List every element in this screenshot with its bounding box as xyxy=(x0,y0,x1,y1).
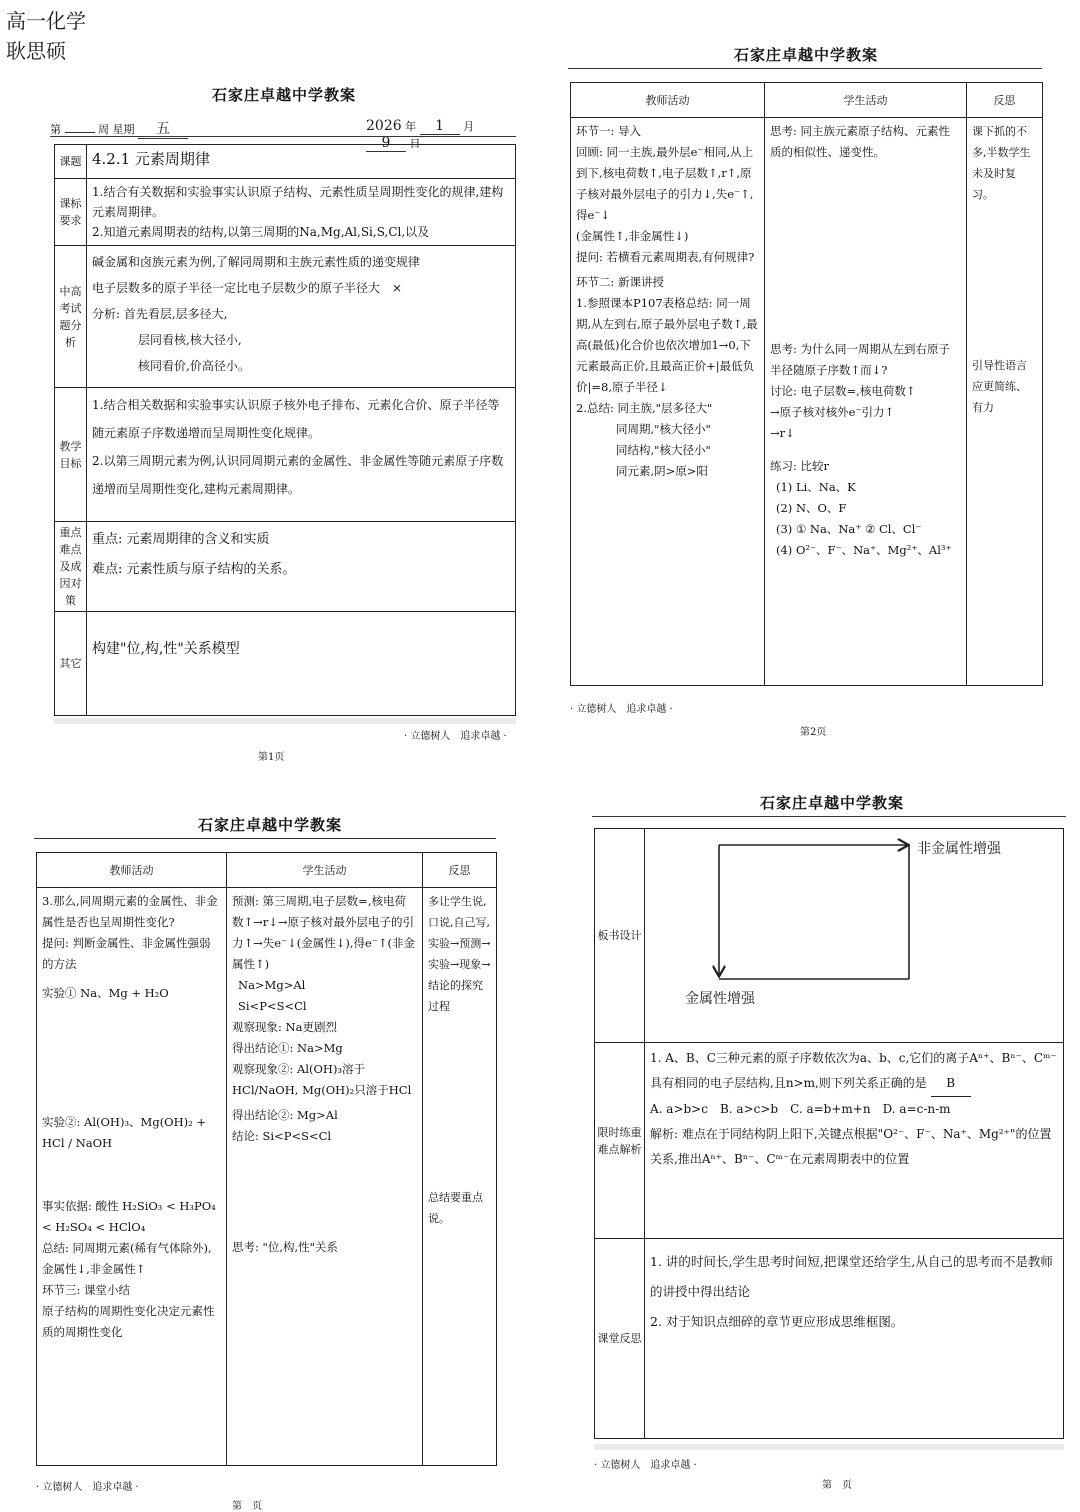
row-label: 重点难点及成因对策 xyxy=(55,522,87,612)
row-key-points xyxy=(55,522,516,612)
page2-reflection xyxy=(967,118,1043,686)
practice-analysis: 解析: 难点在于同结构阴上阳下,关键点根据"O²⁻、F⁻、Na⁺、Mg²⁺"的位置关系,推出Aⁿ⁺、Bⁿ⁻、Cᵐ⁻在元素周期表中的位置 xyxy=(650,1127,1052,1166)
student-step: 讨论: 电子层数=,核电荷数↑ xyxy=(770,384,916,398)
teacher-step: 实验②: Al(OH)₃、Mg(OH)₂ + HCl / NaOH xyxy=(42,1115,207,1150)
year-label: 年 xyxy=(405,120,417,133)
page3-reflection xyxy=(423,888,497,1466)
page4-title: 石家庄卓越中学教案 xyxy=(760,794,905,812)
row-label: 教学目标 xyxy=(55,388,87,522)
teacher-step: 同周期,"核大径小" xyxy=(616,422,711,436)
teacher-step: 3.那么,同周期元素的金属性、非金属性是否也呈周期性变化? xyxy=(42,894,218,929)
reflection-note: 引导性语言应更简练、有力 xyxy=(972,359,1027,414)
row-label: 课标要求 xyxy=(55,179,87,246)
header-student: 学生活动 xyxy=(227,853,423,888)
student-step: (2) N、O、F xyxy=(776,501,847,515)
student-step: (1) Li、Na、K xyxy=(776,480,856,494)
page2-activity-table xyxy=(570,82,1043,686)
class-reflection-label: 课堂反思 xyxy=(595,1239,645,1439)
teacher-step: 环节三: 课堂小结 xyxy=(42,1283,131,1297)
page2-header-row xyxy=(571,83,1043,118)
row-standards xyxy=(55,179,516,246)
row-board-design xyxy=(595,829,1064,1043)
student-step: →原子核对核外e⁻引力↑ xyxy=(770,405,895,419)
page3-footer: · 立德树人 追求卓越 · xyxy=(36,1482,139,1493)
header-teacher: 教师活动 xyxy=(571,83,765,118)
topic-content xyxy=(87,145,516,179)
practice-content xyxy=(645,1043,1064,1239)
student-step: 观察现象: Na更剧烈 xyxy=(232,1020,337,1034)
page2-footer: · 立德树人 追求卓越 · xyxy=(570,704,673,715)
corner-note xyxy=(6,6,86,66)
teacher-step: 同结构,"核大径小" xyxy=(616,443,711,457)
exam-analysis-line: 电子层数多的原子半径一定比电子层数少的原子半径大 × xyxy=(92,281,403,295)
practice-answer: B xyxy=(931,1071,971,1097)
page2-teacher-activity xyxy=(571,118,765,686)
page3-body-row xyxy=(37,888,497,1466)
student-step: Si<P<S<Cl xyxy=(238,999,307,1013)
class-reflection-content xyxy=(645,1239,1064,1439)
nonmetal-label: 非金属性增强 xyxy=(917,841,1001,857)
reflection-note: 课下抓的不多,半数学生未及时复习。 xyxy=(972,125,1031,201)
board-diagram xyxy=(645,829,1063,1041)
question-text: 1. A、B、C三种元素的原子序数依次为a、b、c,它们的离子Aⁿ⁺、Bⁿ⁻、Cᵐ⁻具有相同的电子层结构,且n>m,则下列关系正确的是 xyxy=(650,1051,1057,1090)
board-design-content xyxy=(645,829,1064,1043)
practice-options: A. a>b>c B. a>c>b C. a=b+m+n D. a=c-n-m xyxy=(650,1102,951,1116)
page2-page-number: 第2页 xyxy=(800,727,827,738)
teacher-step: 事实依据: 酸性 H₂SiO₃ < H₃PO₄ < H₂SO₄ < HClO₄ xyxy=(42,1199,216,1234)
month: 1 xyxy=(420,118,460,135)
student-step: →r↓ xyxy=(770,426,795,440)
student-step: 得出结论①: Na>Mg xyxy=(232,1041,343,1055)
header-reflection: 反思 xyxy=(423,853,497,888)
metal-label: 金属性增强 xyxy=(685,991,755,1007)
teacher-step: 2.总结: 同主族,"层多径大" xyxy=(576,401,713,415)
page2-body-row xyxy=(571,118,1043,686)
student-step: 思考: 为什么同一周期从左到右原子半径随原子序数↑而↓? xyxy=(770,342,951,377)
teacher-step: 1.参照课本P107表格总结: 同一周期,从左到右,原子最外层电子数↑,最高(最低)化合价也依次增加1→0,下元素最高正价,且最高正价+|最低负价|=8,原子半径↓ xyxy=(576,296,758,394)
row-topic xyxy=(55,145,516,179)
page2-title: 石家庄卓越中学教案 xyxy=(734,46,879,64)
teacher-step: 总结: 同周期元素(稀有气体除外),金属性↓,非金属性↑ xyxy=(42,1241,212,1276)
weekday: 五 xyxy=(138,118,188,139)
teacher-step: 环节一: 导入 xyxy=(576,124,642,138)
page1-title: 石家庄卓越中学教案 xyxy=(212,86,357,104)
key-point: 重点: 元素周期律的含义和实质 xyxy=(92,532,270,547)
board-design-label: 板书设计 xyxy=(595,829,645,1043)
month-label: 月 xyxy=(463,120,475,133)
header-student: 学生活动 xyxy=(765,83,967,118)
page3-student-activity xyxy=(227,888,423,1466)
student-step: 得出结论②: Mg>Al xyxy=(232,1108,338,1122)
corner-note-name: 耿思硕 xyxy=(6,39,66,63)
student-step: 预测: 第三周期,电子层数=,核电荷数↑→r↓→原子核对最外层电子的引力↑→失e⁻↓(金属性↓),得e⁻↑(非金属性↑) xyxy=(232,894,416,971)
page3-teacher-activity xyxy=(37,888,227,1466)
exam-analysis-line: 分析: 首先看层,层多径大, xyxy=(92,307,228,321)
reflection-item: 2. 对于知识点细碎的章节更应形成思维框图。 xyxy=(650,1314,904,1329)
student-step: 思考: 同主族元素原子结构、元素性质的相似性、递变性。 xyxy=(770,124,951,159)
page4-design-table xyxy=(594,828,1064,1439)
practice-question xyxy=(650,1046,1058,1097)
page3-header-row xyxy=(37,853,497,888)
student-step: 观察现象②: Al(OH)₃溶于HCl/NaOH, Mg(OH)₂只溶于HCl xyxy=(232,1062,412,1097)
student-step: (4) O²⁻、F⁻、Na⁺、Mg²⁺、Al³⁺ xyxy=(776,543,952,557)
student-step: 练习: 比较r xyxy=(770,459,830,473)
key-points-content xyxy=(87,522,516,612)
page1-footer: · 立德树人 追求卓越 · xyxy=(404,731,507,742)
corner-note-subject: 高一化学 xyxy=(6,9,86,33)
reflection-item: 1. 讲的时间长,学生思考时间短,把课堂还给学生,从自己的思考而不是教师的讲授中得出结论 xyxy=(650,1254,1053,1299)
reflection-note: 总结要重点说。 xyxy=(428,1191,483,1225)
student-step: Na>Mg>Al xyxy=(238,978,306,992)
page4-page-number: 第 页 xyxy=(822,1480,852,1491)
teacher-step: 提问: 若横看元素周期表,有何规律? xyxy=(576,250,755,264)
standards-item: 2.知道元素周期表的结构,以第三周期的Na,Mg,Al,Si,S,Cl,以及 xyxy=(92,225,430,239)
row-label: 课题 xyxy=(55,145,87,179)
teacher-step: 环节二: 新课讲授 xyxy=(576,275,665,289)
other-text: 构建"位,构,性"关系模型 xyxy=(92,641,240,657)
week-prefix: 第 xyxy=(50,123,61,136)
standards-item: 1.结合有关数据和实验事实认识原子结构、元素性质呈周期性变化的规律,建构元素周期律。 xyxy=(92,185,504,219)
teacher-step: 提问: 判断金属性、非金属性强弱的方法 xyxy=(42,936,211,971)
row-teaching-goals xyxy=(55,388,516,522)
page1-page-number: 第1页 xyxy=(258,752,285,763)
teacher-step: 同元素,阴>原>阳 xyxy=(616,464,708,478)
page3-title: 石家庄卓越中学教案 xyxy=(198,816,343,834)
day-label: 日 xyxy=(409,137,421,150)
row-exam-analysis xyxy=(55,246,516,388)
standards-content xyxy=(87,179,516,246)
topic-text: 4.2.1 元素周期律 xyxy=(92,150,210,168)
teaching-goal: 1.结合相关数据和实验事实认识原子核外电子排布、元素化合价、原子半径等随元素原子序数递增而呈周期性变化规律。 xyxy=(92,398,500,440)
day: 9 xyxy=(366,135,406,152)
week-label: 周 星期 xyxy=(98,123,135,136)
teacher-step: 实验① Na、Mg + H₂O xyxy=(42,986,169,1000)
page3-page-number: 第 页 xyxy=(232,1501,262,1512)
exam-analysis-line: 层同看核,核大径小, xyxy=(138,333,242,347)
teacher-step: (金属性↑,非金属性↓) xyxy=(576,229,689,243)
row-class-reflection xyxy=(595,1239,1064,1439)
difficult-point: 难点: 元素性质与原子结构的关系。 xyxy=(92,562,296,577)
year: 2026 xyxy=(366,118,402,134)
student-step: 结论: Si<P<S<Cl xyxy=(232,1129,332,1143)
teaching-goal: 2.以第三周期元素为例,认识同周期元素的金属性、非金属性等随元素原子序数递增而呈周期性变化,建构元素周期律。 xyxy=(92,454,504,496)
page4-footer: · 立德树人 追求卓越 · xyxy=(594,1460,697,1471)
exam-analysis-content xyxy=(87,246,516,388)
page2-student-activity xyxy=(765,118,967,686)
student-step: 思考: "位,构,性"关系 xyxy=(232,1240,338,1254)
row-other xyxy=(55,612,516,716)
page1-plan-table xyxy=(54,144,516,716)
row-label: 其它 xyxy=(55,612,87,716)
student-step: (3) ① Na、Na⁺ ② Cl、Cl⁻ xyxy=(776,522,922,536)
header-reflection: 反思 xyxy=(967,83,1043,118)
row-practice xyxy=(595,1043,1064,1239)
header-teacher: 教师活动 xyxy=(37,853,227,888)
page3-activity-table xyxy=(36,852,497,1466)
exam-analysis-line: 核同看价,价高径小。 xyxy=(138,359,250,373)
exam-analysis-line: 碱金属和卤族元素为例,了解同周期和主族元素性质的递变规律 xyxy=(92,255,420,269)
teacher-step: 回顾: 同一主族,最外层e⁻相同,从上到下,核电荷数↑,电子层数↑,r↑,原子核对最外层电子的引力↓,失e⁻↑,得e⁻↓ xyxy=(576,145,754,222)
teacher-step: 原子结构的周期性变化决定元素性质的周期性变化 xyxy=(42,1304,215,1339)
practice-label: 限时练重难点解析 xyxy=(595,1043,645,1239)
row-label: 中高考试题分析 xyxy=(55,246,87,388)
reflection-note: 多让学生说,口说,自己写,实验→预测→实验→现象→结论的探究过程 xyxy=(428,895,491,1013)
teaching-goals-content xyxy=(87,388,516,522)
other-content xyxy=(87,612,516,716)
